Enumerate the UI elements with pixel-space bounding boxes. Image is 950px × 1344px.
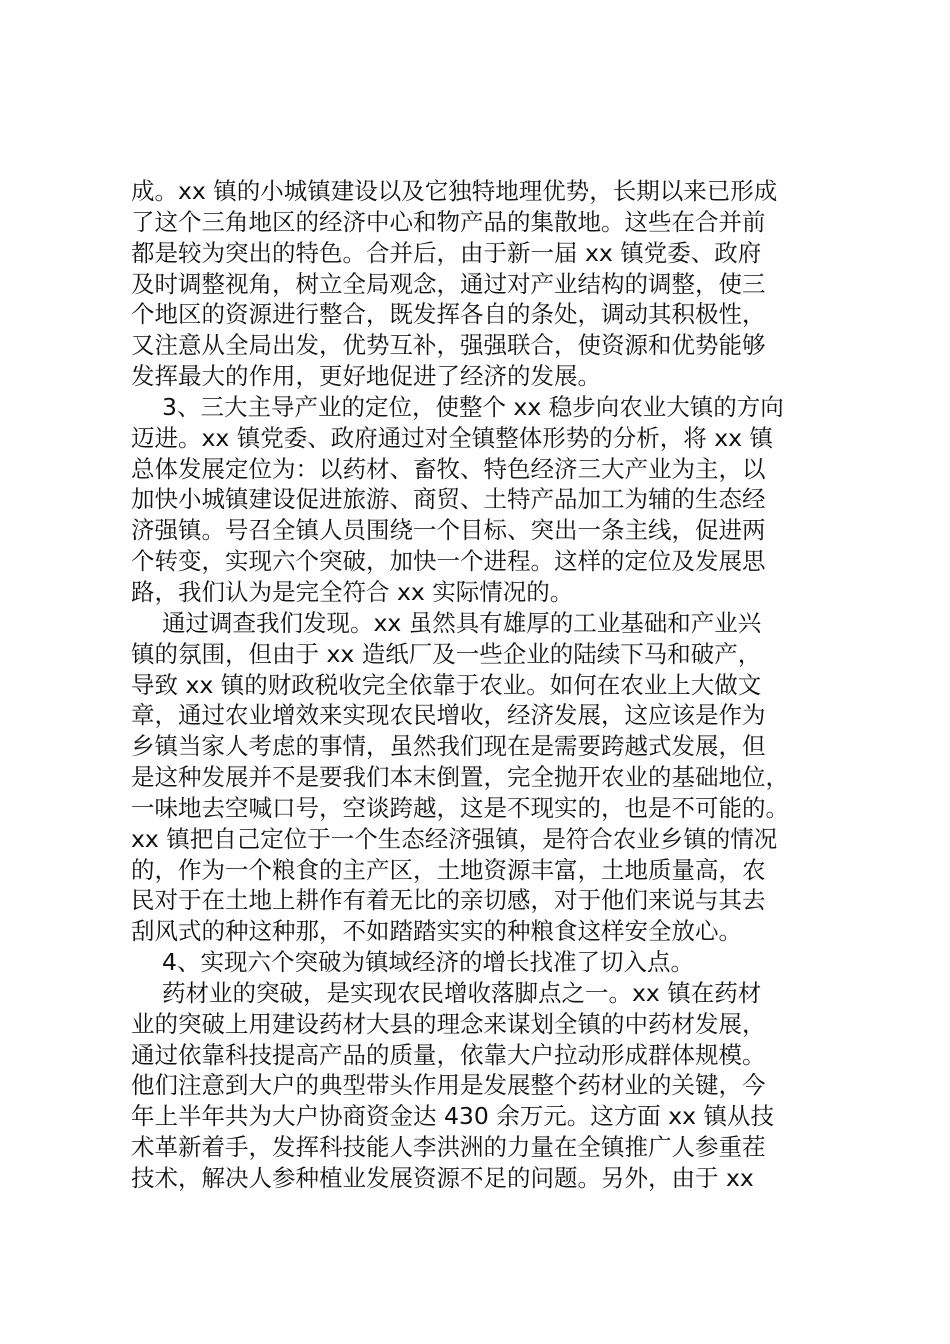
text-line: 是这种发展并不是要我们本末倒置，完全抛开农业的基础地位， xyxy=(131,763,789,792)
text-line: 济强镇。号召全镇人员围绕一个目标、突出一条主线，促进两 xyxy=(131,516,766,545)
text-line: 他们注意到大户的典型带头作用是发展整个药材业的关键，今 xyxy=(131,1071,766,1100)
text-line: 一味地去空喊口号，空谈跨越，这是不现实的，也是不可能的。 xyxy=(131,793,789,822)
text-line: 迈进。xx 镇党委、政府通过对全镇整体形势的分析，将 xx 镇 xyxy=(131,423,774,452)
text-line: 镇的氛围，但由于 xx 造纸厂及一些企业的陆续下马和破产， xyxy=(131,639,762,668)
paragraph-first-line: 药材业的突破，是实现农民增收落脚点之一。xx 镇在药材 xyxy=(162,978,762,1007)
text-line: 刮风式的种这种那，不如踏踏实实的种粮食这样安全放心。 xyxy=(131,917,742,946)
text-line: 年上半年共为大户协商资金达 430 余万元。这方面 xx 镇从技 xyxy=(131,1102,775,1131)
text-line: 章，通过农业增效来实现农民增收，经济发展，这应该是作为 xyxy=(131,701,766,730)
text-line: 个地区的资源进行整合，既发挥各自的条处，调动其积极性， xyxy=(131,300,766,329)
text-line: 了这个三角地区的经济中心和物产品的集散地。这些在合并前 xyxy=(131,207,766,236)
text-line: 又注意从全局出发，优势互补，强强联合，使资源和优势能够 xyxy=(131,331,766,360)
text-line: 的，作为一个粮食的主产区，土地资源丰富，土地质量高，农 xyxy=(131,855,766,884)
text-line: 加快小城镇建设促进旅游、商贸、土特产品加工为辅的生态经 xyxy=(131,485,766,514)
text-line: 个转变，实现六个突破，加快一个进程。这样的定位及发展思 xyxy=(131,547,766,576)
paragraph-first-line: 4、实现六个突破为镇域经济的增长找准了切入点。 xyxy=(162,948,694,977)
text-line: 术革新着手，发挥科技能人李洪洲的力量在全镇推广人参重茬 xyxy=(131,1133,766,1162)
text-line: 业的突破上用建设药材大县的理念来谋划全镇的中药材发展， xyxy=(131,1009,766,1038)
document-body-text xyxy=(131,176,831,1194)
paragraph-first-line: 通过调查我们发现。xx 虽然具有雄厚的工业基础和产业兴 xyxy=(162,608,762,637)
text-line: 乡镇当家人考虑的事情，虽然我们现在是需要跨越式发展，但 xyxy=(131,732,766,761)
text-line: 路，我们认为是完全符合 xx 实际情况的。 xyxy=(131,577,574,606)
text-line: 成。xx 镇的小城镇建设以及它独特地理优势，长期以来已形成 xyxy=(131,177,778,205)
paragraph-first-line: 3、三大主导产业的定位，使整个 xx 稳步向农业大镇的方向 xyxy=(162,392,784,421)
text-line: 民对于在土地上耕作有着无比的亲切感，对于他们来说与其去 xyxy=(131,886,766,915)
text-line: 技术，解决人参种植业发展资源不足的问题。另外，由于 xx xyxy=(131,1164,754,1192)
text-line: 导致 xx 镇的财政税收完全依靠于农业。如何在农业上大做文 xyxy=(131,670,762,699)
text-line: 总体发展定位为：以药材、畜牧、特色经济三大产业为主，以 xyxy=(131,454,766,483)
text-line: 发挥最大的作用，更好地促进了经济的发展。 xyxy=(131,362,601,391)
text-line: 都是较为突出的特色。合并后，由于新一届 xx 镇党委、政府 xyxy=(131,238,762,267)
text-line: 通过依靠科技提高产品的质量，依靠大户拉动形成群体规模。 xyxy=(131,1040,766,1069)
text-line: xx 镇把自己定位于一个生态经济强镇，是符合农业乡镇的情况 xyxy=(131,824,778,853)
text-line: 及时调整视角，树立全局观念，通过对产业结构的调整，使三 xyxy=(131,269,766,298)
